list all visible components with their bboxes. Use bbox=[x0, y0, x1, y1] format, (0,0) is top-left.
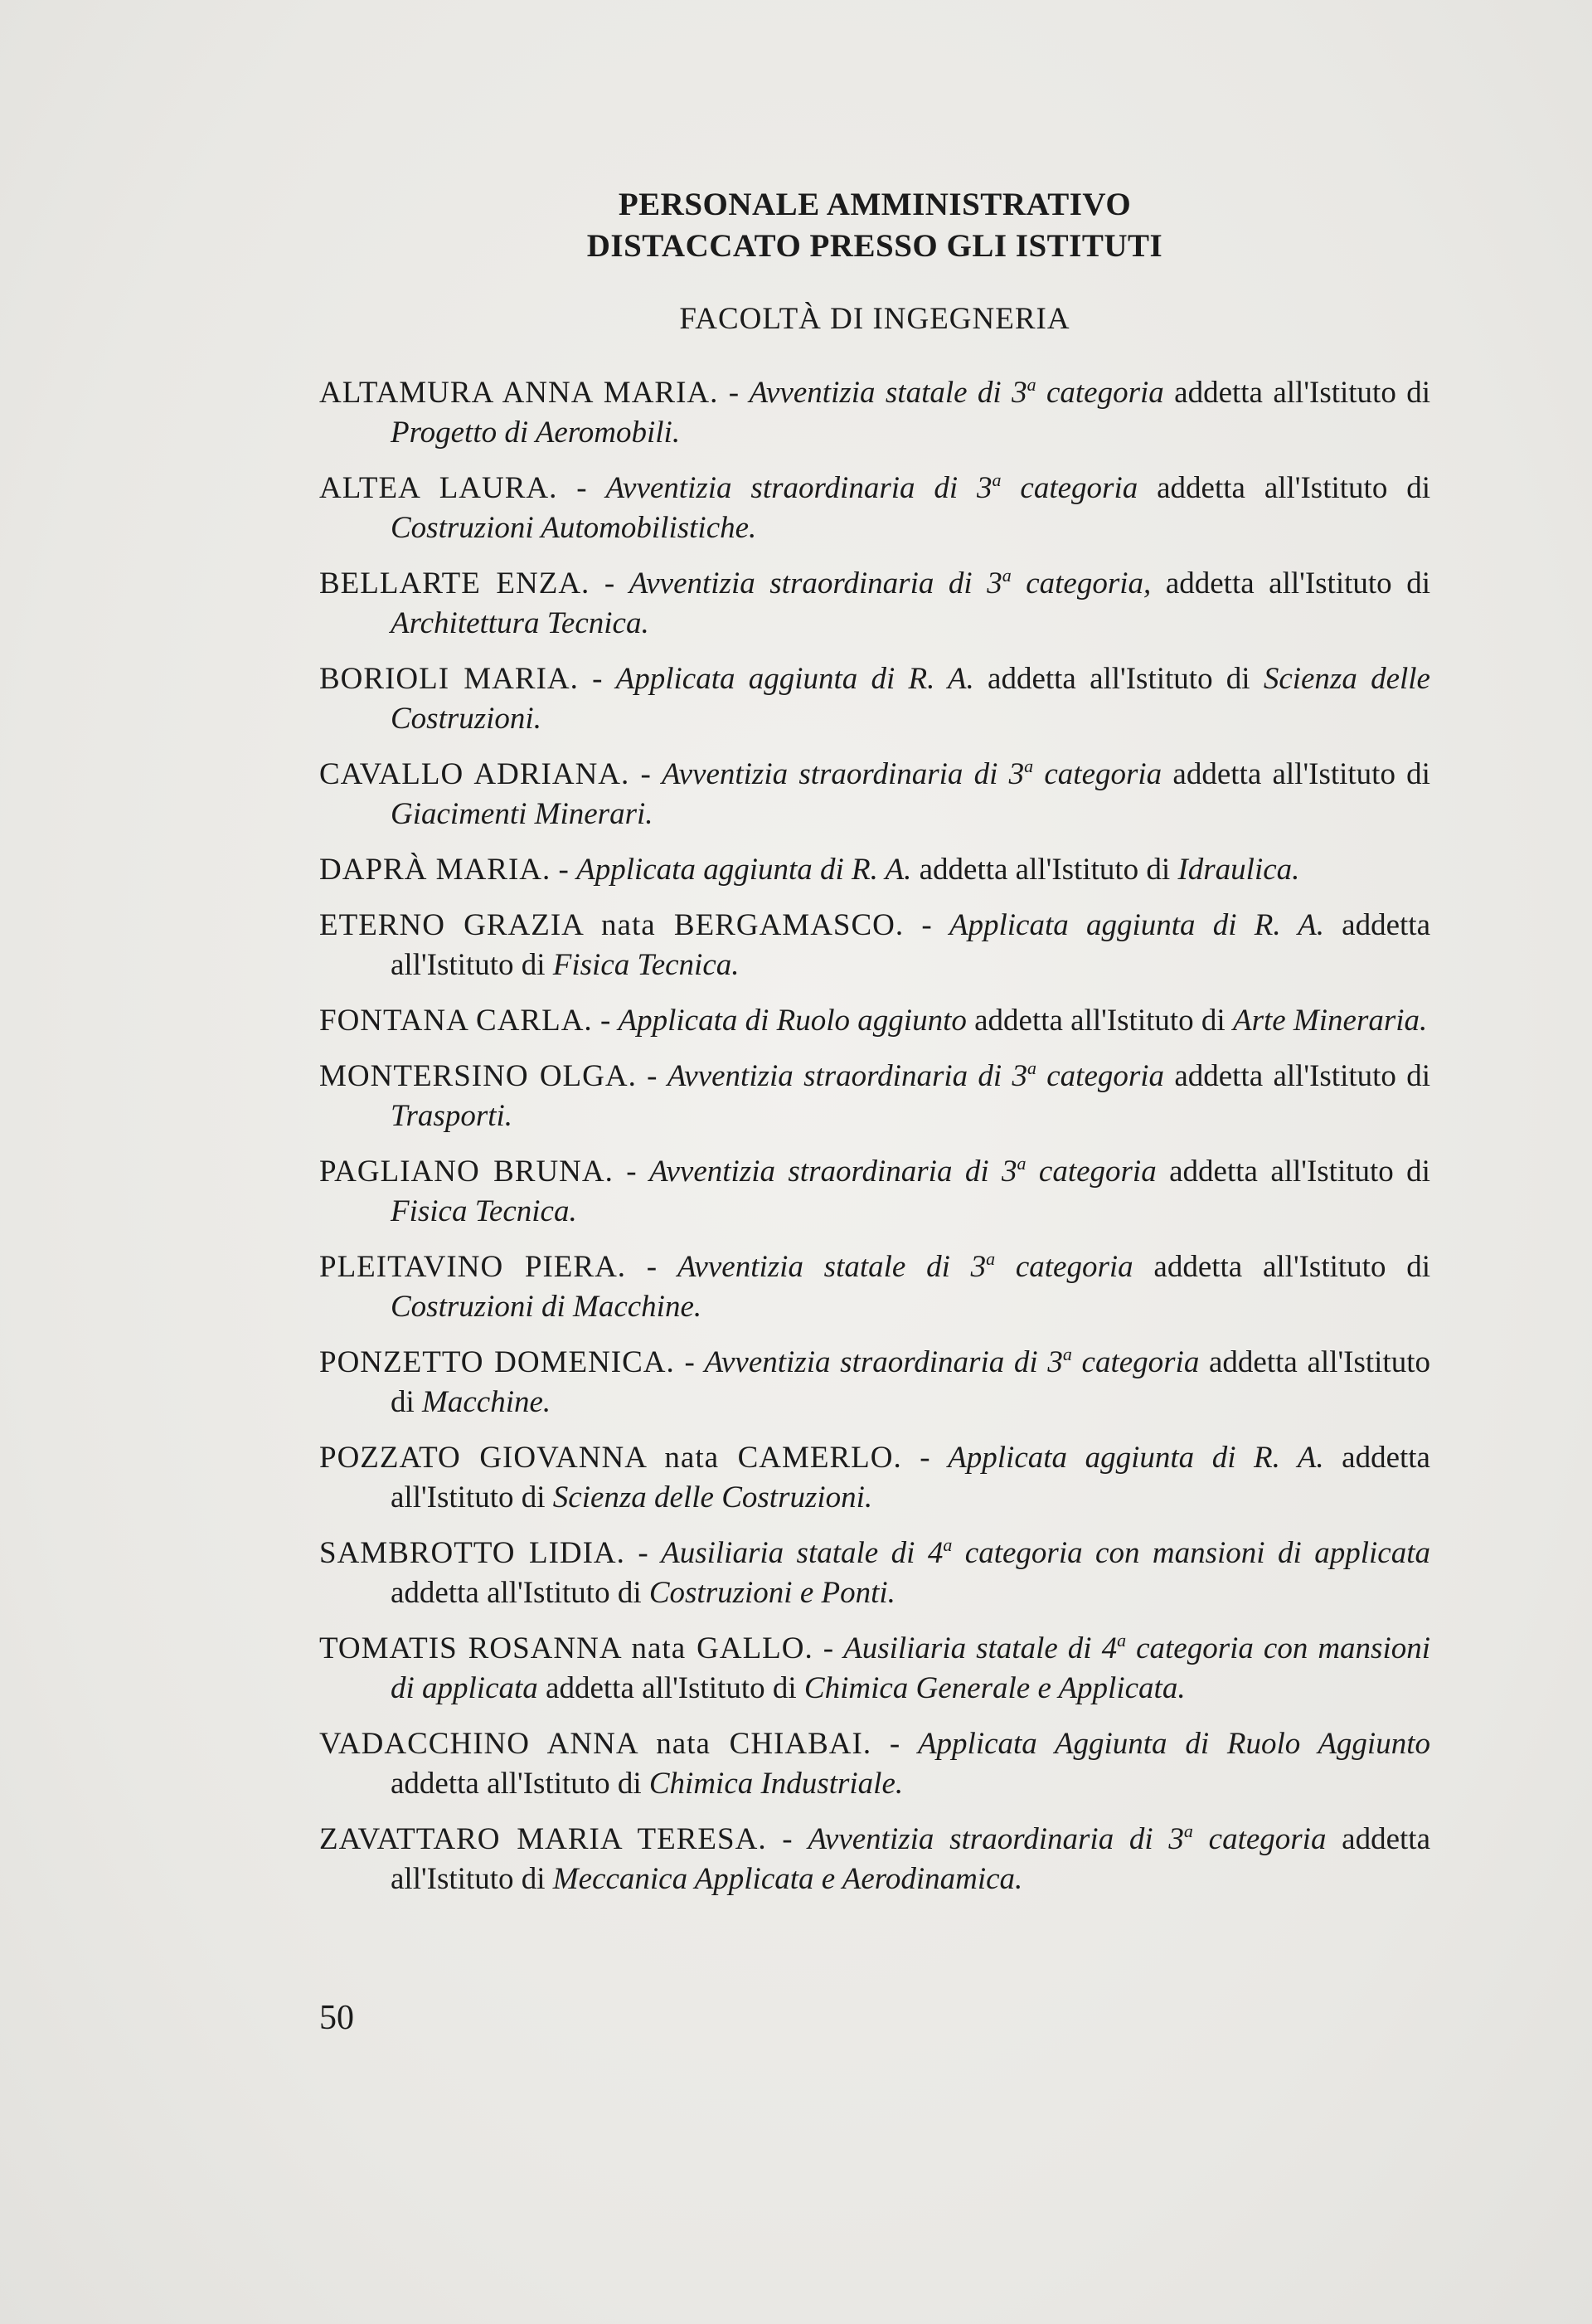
staff-text: - bbox=[629, 757, 663, 791]
staff-role-text: Costruzioni Automobilistiche. bbox=[391, 511, 757, 545]
staff-role-text: Chimica Industriale. bbox=[648, 1767, 904, 1801]
staff-role-text: Avventizia straordinaria di 3 bbox=[648, 1155, 1017, 1189]
staff-text: - bbox=[813, 1631, 844, 1665]
staff-role-text: Avventizia straordinaria di 3 bbox=[808, 1822, 1184, 1856]
staff-text: addetta all'Istituto di bbox=[966, 1004, 1233, 1038]
staff-role-text: Progetto di Aeromobili. bbox=[391, 416, 681, 450]
staff-role-text: categoria con mansioni di applicata bbox=[952, 1536, 1430, 1570]
staff-name: ETERNO GRAZIA nata BERGAMASCO. bbox=[319, 908, 905, 942]
staff-text: addetta all'Istituto di bbox=[1156, 1155, 1430, 1189]
staff-role-text: Fisica Tecnica. bbox=[391, 1194, 577, 1228]
staff-role-text: Avventizia statale di 3 bbox=[749, 376, 1027, 410]
staff-text: - bbox=[624, 1536, 662, 1570]
staff-role-text: Applicata aggiunta di R. A. bbox=[576, 853, 912, 887]
staff-role-text: Architettura Tecnica. bbox=[391, 606, 649, 640]
staff-role-text: Applicata aggiunta di R. A. bbox=[948, 1441, 1324, 1475]
staff-role-text: Applicata di Ruolo aggiunto bbox=[618, 1004, 967, 1038]
page-number: 50 bbox=[319, 1999, 354, 2037]
staff-role-text: a bbox=[943, 1534, 953, 1555]
staff-entry bbox=[319, 1629, 1430, 1709]
staff-role-text: Trasporti. bbox=[391, 1099, 513, 1133]
staff-role-text: categoria bbox=[1036, 1059, 1165, 1093]
staff-role-text: categoria bbox=[1001, 471, 1138, 505]
staff-role-text: Ausiliaria statale di 4 bbox=[661, 1536, 944, 1570]
staff-role-text: Avventizia statale di 3 bbox=[677, 1250, 987, 1284]
staff-name: FONTANA CARLA. bbox=[319, 1004, 593, 1038]
staff-text: addetta all'Istituto di bbox=[1138, 471, 1430, 505]
staff-text: addetta all'Istituto di bbox=[391, 1345, 1430, 1419]
staff-text: - bbox=[636, 1059, 667, 1093]
staff-name: BELLARTE ENZA. bbox=[319, 566, 590, 600]
staff-text: addetta all'Istituto di bbox=[537, 1671, 804, 1705]
staff-role-text: Idraulica. bbox=[1177, 853, 1300, 887]
staff-role-text: a bbox=[1024, 756, 1034, 776]
staff-entry bbox=[319, 906, 1430, 985]
staff-text: - bbox=[904, 908, 949, 942]
staff-text: - bbox=[901, 1441, 949, 1475]
staff-role-text: Costruzioni e Ponti. bbox=[648, 1576, 896, 1610]
staff-name: VADACCHINO ANNA nata CHIABAI. bbox=[319, 1727, 872, 1761]
staff-text: addetta all'Istituto di bbox=[391, 1822, 1430, 1896]
staff-text: - bbox=[766, 1822, 808, 1856]
staff-entry bbox=[319, 1057, 1430, 1136]
heading-line-2: DISTACCATO PRESSO GLI ISTITUTI bbox=[586, 228, 1163, 264]
staff-role-text: a bbox=[1117, 1630, 1127, 1651]
staff-role-text: categoria bbox=[1071, 1345, 1200, 1379]
staff-role-text: Arte Mineraria. bbox=[1232, 1004, 1428, 1038]
staff-role-text: Scienza delle Costruzioni. bbox=[391, 662, 1430, 736]
staff-text: addetta all'Istituto di bbox=[1162, 757, 1430, 791]
staff-role-text: categoria bbox=[1192, 1822, 1327, 1856]
staff-text: addetta all'Istituto di bbox=[391, 1576, 649, 1610]
staff-role-text: Applicata Aggiunta di Ruolo Aggiunto bbox=[917, 1727, 1430, 1761]
staff-role-text: categoria bbox=[1026, 1155, 1157, 1189]
staff-name: ZAVATTARO MARIA TERESA. bbox=[319, 1822, 767, 1856]
staff-text: - bbox=[551, 853, 577, 887]
staff-role-text: Chimica Generale e Applicata. bbox=[803, 1671, 1186, 1705]
staff-text: addetta all'Istituto di bbox=[1164, 1059, 1430, 1093]
staff-text: addetta all'Istituto di bbox=[391, 908, 1431, 982]
staff-text: addetta all'Istituto di bbox=[911, 853, 1178, 887]
staff-text: - bbox=[613, 1155, 649, 1189]
staff-role-text: Scienza delle Costruzioni. bbox=[552, 1480, 873, 1514]
staff-role-text: Avventizia straordinaria di 3 bbox=[704, 1345, 1063, 1379]
staff-entry bbox=[319, 469, 1430, 548]
staff-role-text: categoria bbox=[995, 1250, 1133, 1284]
staff-role-text: Fisica Tecnica. bbox=[552, 948, 740, 982]
staff-role-text: categoria con mansioni di applicata bbox=[391, 1631, 1430, 1705]
staff-text: addetta all'Istituto di bbox=[973, 662, 1264, 696]
staff-role-text: categoria bbox=[1033, 757, 1162, 791]
staff-text: addetta all'Istituto di bbox=[391, 1441, 1430, 1514]
staff-role-text: categoria, bbox=[1011, 566, 1152, 600]
staff-role-text: a bbox=[1027, 374, 1036, 395]
staff-name: PAGLIANO BRUNA. bbox=[319, 1155, 614, 1189]
faculty-heading: FACOLTÀ DI INGEGNERIA bbox=[679, 302, 1070, 336]
staff-entry bbox=[319, 1820, 1430, 1899]
staff-text: - bbox=[674, 1345, 705, 1379]
staff-text: - bbox=[626, 1250, 677, 1284]
staff-role-text: a bbox=[1017, 1153, 1027, 1174]
staff-entry bbox=[319, 564, 1430, 644]
staff-text: - bbox=[590, 566, 629, 600]
staff-role-text: a bbox=[992, 469, 1002, 490]
staff-role-text: a bbox=[1183, 1821, 1193, 1841]
staff-role-text: a bbox=[986, 1248, 996, 1269]
staff-text: - bbox=[592, 1004, 619, 1038]
staff-entry bbox=[319, 755, 1430, 834]
staff-entry bbox=[319, 1247, 1430, 1327]
staff-entry bbox=[319, 1438, 1430, 1518]
staff-role-text: Meccanica Applicata e Aerodinamica. bbox=[552, 1862, 1023, 1896]
staff-name: CAVALLO ADRIANA. bbox=[319, 757, 630, 791]
staff-entry bbox=[319, 373, 1430, 453]
staff-text: - bbox=[578, 662, 616, 696]
staff-name: DAPRÀ MARIA. bbox=[319, 853, 551, 887]
staff-entry bbox=[319, 659, 1430, 739]
staff-text: - bbox=[871, 1727, 918, 1761]
staff-role-text: Giacimenti Minerari. bbox=[391, 797, 653, 831]
staff-role-text: Ausiliaria statale di 4 bbox=[843, 1631, 1118, 1665]
staff-role-text: a bbox=[1062, 1344, 1072, 1364]
page-content bbox=[319, 184, 1430, 1915]
staff-role-text: Applicata aggiunta di R. A. bbox=[615, 662, 974, 696]
staff-text: addetta all'Istituto di bbox=[1151, 566, 1430, 600]
staff-entry bbox=[319, 1343, 1430, 1422]
staff-role-text: Macchine. bbox=[422, 1385, 551, 1419]
staff-name: BORIOLI MARIA. bbox=[319, 662, 579, 696]
staff-text: - bbox=[557, 471, 606, 505]
staff-name: ALTAMURA ANNA MARIA. bbox=[319, 376, 719, 410]
staff-role-text: categoria bbox=[1036, 376, 1164, 410]
staff-entry bbox=[319, 1534, 1430, 1613]
staff-entry bbox=[319, 1152, 1430, 1232]
staff-role-text: Avventizia straordinaria di 3 bbox=[667, 1059, 1027, 1093]
staff-role-text: Avventizia straordinaria di 3 bbox=[605, 471, 993, 505]
staff-role-text: Avventizia straordinaria di 3 bbox=[629, 566, 1002, 600]
staff-name: PONZETTO DOMENICA. bbox=[319, 1345, 675, 1379]
staff-name: MONTERSINO OLGA. bbox=[319, 1059, 637, 1093]
staff-role-text: Avventizia straordinaria di 3 bbox=[662, 757, 1025, 791]
staff-name: SAMBROTTO LIDIA. bbox=[319, 1536, 625, 1570]
staff-role-text: a bbox=[1002, 565, 1012, 586]
staff-entry bbox=[319, 1724, 1430, 1804]
staff-entry bbox=[319, 1001, 1430, 1041]
staff-role-text: a bbox=[1027, 1057, 1036, 1078]
staff-name: POZZATO GIOVANNA nata CAMERLO. bbox=[319, 1441, 902, 1475]
staff-entry bbox=[319, 850, 1430, 890]
staff-role-text: Costruzioni di Macchine. bbox=[391, 1290, 702, 1324]
staff-text: addetta all'Istituto di bbox=[1163, 376, 1430, 410]
staff-name: TOMATIS ROSANNA nata GALLO. bbox=[319, 1631, 813, 1665]
staff-list bbox=[319, 373, 1430, 1899]
staff-text: addetta all'Istituto di bbox=[391, 1767, 649, 1801]
heading-line-1: PERSONALE AMMINISTRATIVO bbox=[618, 187, 1132, 222]
staff-text: - bbox=[718, 376, 750, 410]
staff-name: PLEITAVINO PIERA. bbox=[319, 1250, 627, 1284]
staff-name: ALTEA LAURA. bbox=[319, 471, 558, 505]
staff-text: addetta all'Istituto di bbox=[1133, 1250, 1430, 1284]
staff-role-text: Applicata aggiunta di R. A. bbox=[949, 908, 1324, 942]
